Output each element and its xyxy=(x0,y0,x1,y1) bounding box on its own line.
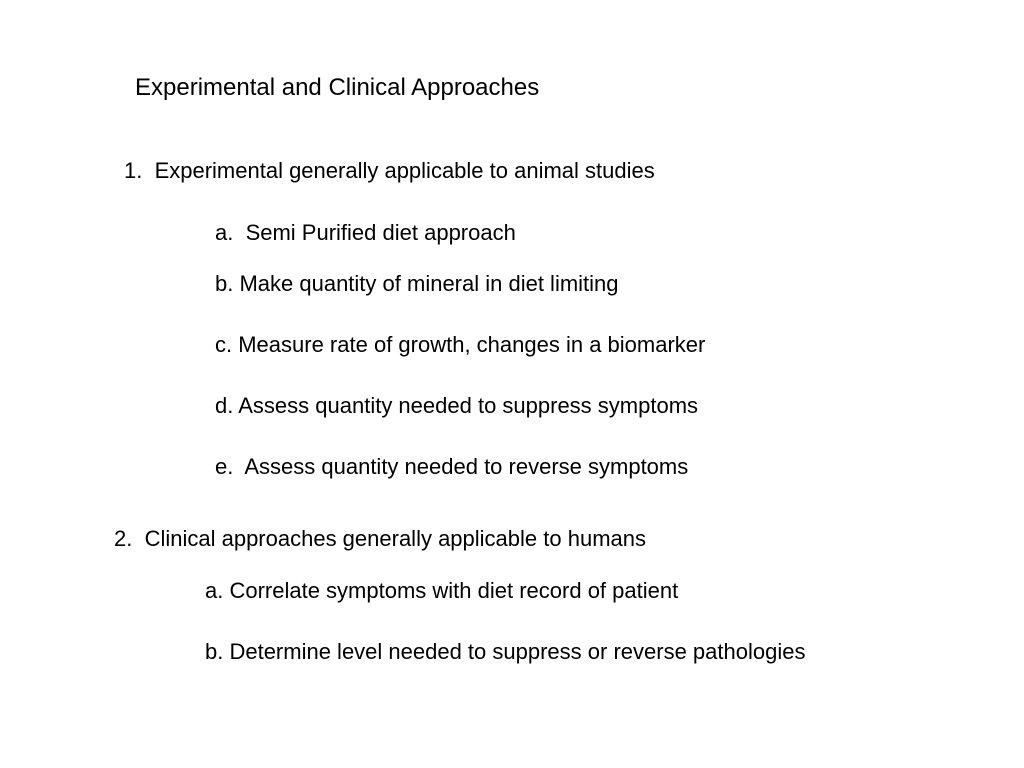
section-2-item-a: a. Correlate symptoms with diet record of patient xyxy=(205,578,679,603)
section-2-heading: 2. Clinical approaches generally applicable to humans xyxy=(114,526,646,551)
section-1-item-c: c. Measure rate of growth, changes in a biomarker xyxy=(215,332,706,357)
section-2-item-b: b. Determine level needed to suppress or reverse pathologies xyxy=(205,639,806,664)
section-1-item-d: d. Assess quantity needed to suppress symptoms xyxy=(215,393,699,418)
section-1-item-b: b. Make quantity of mineral in diet limiting xyxy=(215,271,619,296)
section-1-heading: 1. Experimental generally applicable to animal studies xyxy=(124,158,655,183)
section-1-item-e: e. Assess quantity needed to reverse symptoms xyxy=(215,454,689,479)
section-1-item-a: a. Semi Purified diet approach xyxy=(215,220,516,245)
slide-title: Experimental and Clinical Approaches xyxy=(135,74,540,101)
